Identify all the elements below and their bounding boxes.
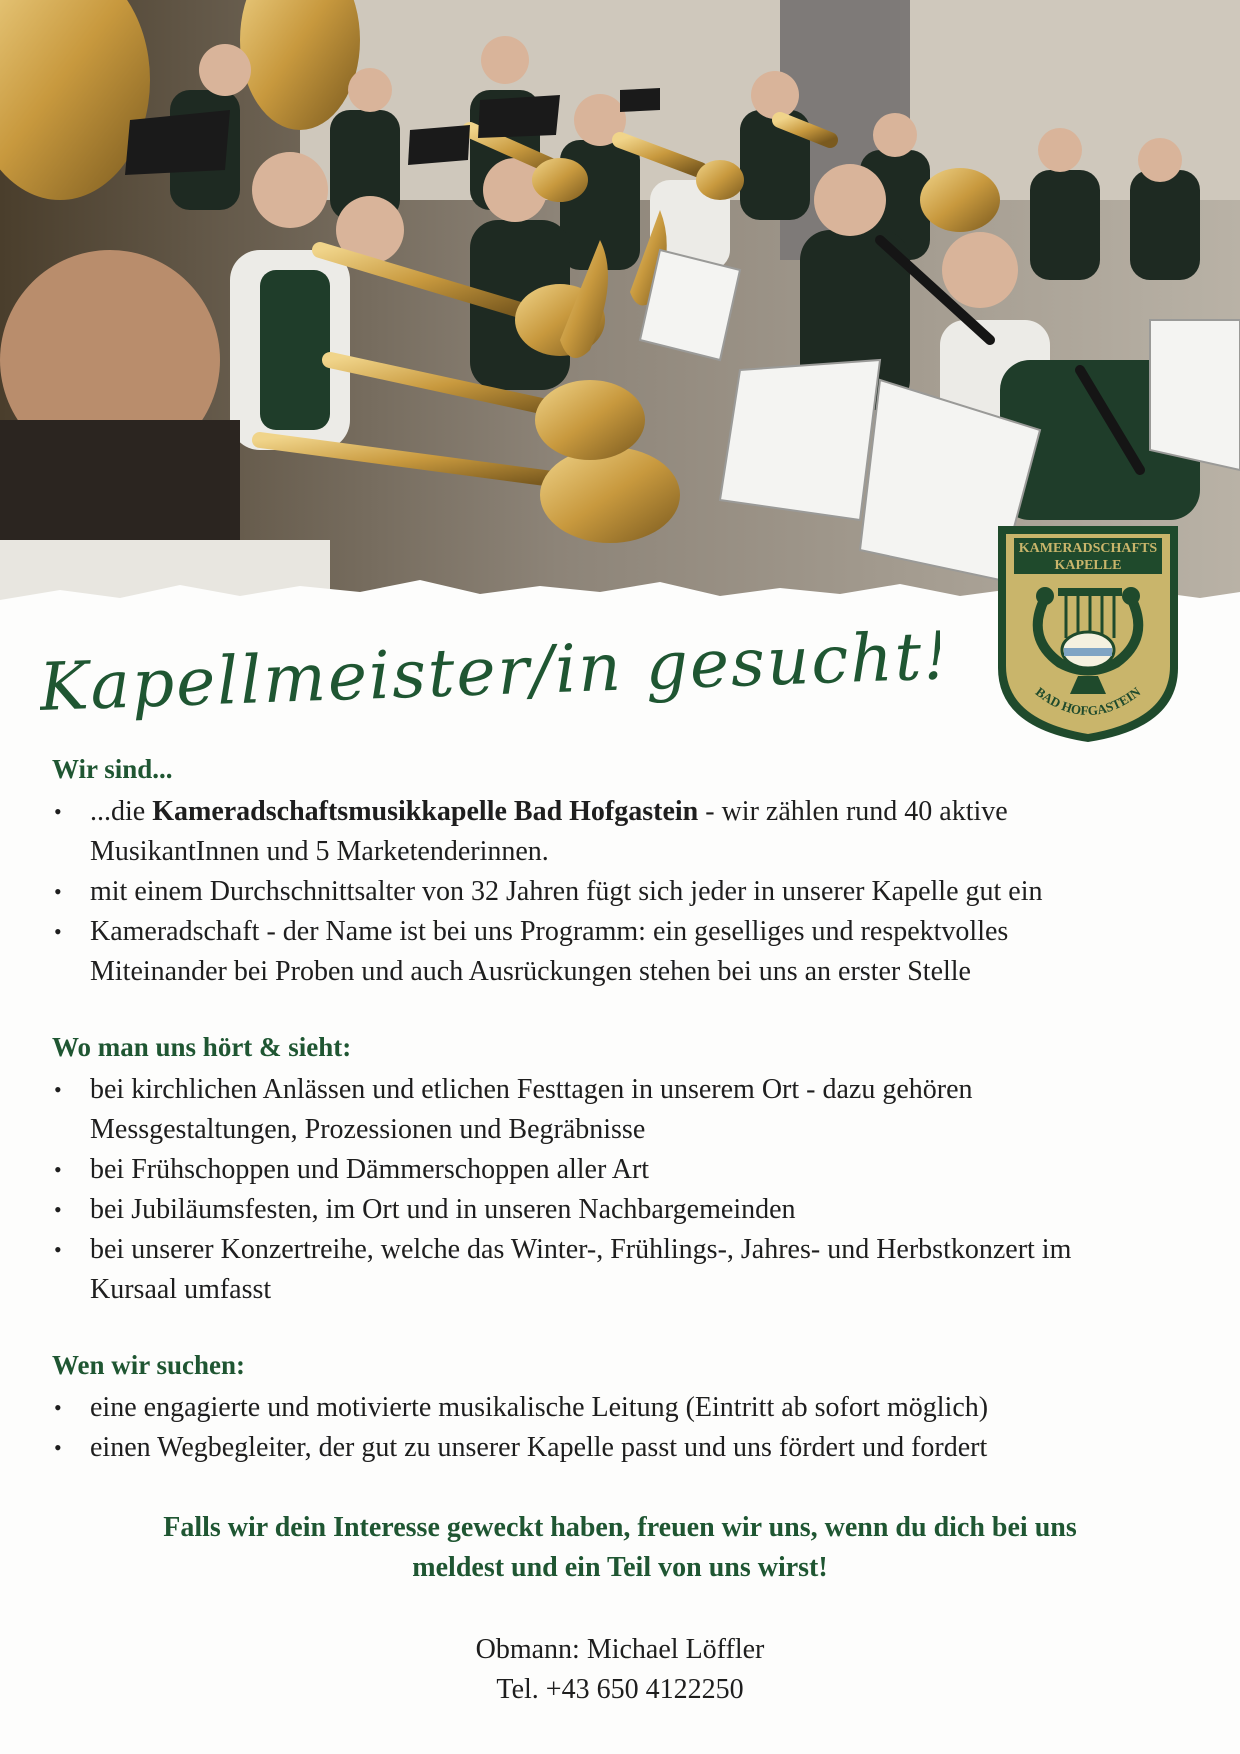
item-prefix: ...die (90, 796, 153, 827)
list-item (52, 1230, 1202, 1310)
logo-text-top-2: KAPELLE (1054, 558, 1122, 573)
bullet: • (54, 1395, 62, 1420)
list-item (52, 1150, 1202, 1190)
list-item (52, 872, 1202, 912)
item-line2: MusikantInnen und 5 Marketenderinnen. (90, 836, 549, 867)
contact-info (90, 1630, 1150, 1710)
contact-phone: Tel. +43 650 4122250 (496, 1674, 744, 1705)
logo-text-top-1: KAMERADSCHAFTS (1018, 541, 1158, 556)
item-text: mit einem Durchschnittsalter von 32 Jahren fügt sich jeder in unserer Kapelle gut ein (90, 876, 1043, 907)
cta-line-2: meldest und ein Teil von uns wirst! (412, 1552, 828, 1583)
item-text: einen Wegbegleiter, der gut zu unserer Kapelle passt und uns fördert und fordert (90, 1432, 988, 1463)
page-headline (40, 618, 940, 748)
list-wo-man-uns (52, 1070, 1202, 1310)
item-line1: bei unserer Konzertreihe, welche das Winter-, Frühlings-, Jahres- und Herbstkonzert im (90, 1234, 1072, 1265)
item-line2: Miteinander bei Proben und auch Ausrückungen stehen bei uns an erster Stelle (90, 956, 971, 987)
bullet: • (54, 1077, 62, 1102)
item-line2: Kursaal umfasst (90, 1274, 272, 1305)
list-item (52, 792, 1202, 872)
bullet: • (54, 1435, 62, 1460)
section-title-wo-man-uns: Wo man uns hört & sieht: (52, 1032, 352, 1062)
list-item (52, 1190, 1202, 1230)
bullet: • (54, 1197, 62, 1222)
bullet: • (54, 879, 62, 904)
bullet: • (54, 799, 62, 824)
list-wir-sind (52, 792, 1202, 992)
item-line2: Messgestaltungen, Prozessionen und Begräbnisse (90, 1114, 646, 1145)
contact-name: Obmann: Michael Löffler (475, 1634, 765, 1665)
bullet: • (54, 1157, 62, 1182)
section-title-wir-sind: Wir sind... (52, 754, 173, 784)
list-item (52, 912, 1202, 992)
headline-text: Kapellmeister/in gesucht! (40, 618, 940, 726)
band-crest-logo (990, 518, 1186, 746)
list-item (52, 1070, 1202, 1150)
item-rest: - wir zählen rund 40 aktive (698, 796, 1008, 827)
section-title-wen-wir-suchen: Wen wir suchen: (52, 1350, 246, 1380)
item-text: bei Jubiläumsfesten, im Ort und in unseren Nachbargemeinden (90, 1194, 796, 1225)
list-wen-wir-suchen (52, 1388, 1202, 1468)
item-text: bei Frühschoppen und Dämmerschoppen aller Art (90, 1154, 650, 1185)
main-content (52, 752, 1202, 1468)
bullet: • (54, 1237, 62, 1262)
item-text: eine engagierte und motivierte musikalische Leitung (Eintritt ab sofort möglich) (90, 1392, 989, 1423)
list-item (52, 1428, 1202, 1468)
bullet: • (54, 919, 62, 944)
logo-text-bottom: BAD HOFGASTEIN (1032, 683, 1144, 719)
call-to-action (90, 1508, 1150, 1588)
cta-line-1: Falls wir dein Interesse geweckt haben, freuen wir uns, wenn du dich bei uns (163, 1512, 1077, 1543)
band-name: Kameradschaftsmusikkapelle Bad Hofgastein (152, 796, 699, 827)
item-line1: bei kirchlichen Anlässen und etlichen Festtagen in unserem Ort - dazu gehören (90, 1074, 973, 1105)
item-line1: Kameradschaft - der Name ist bei uns Programm: ein geselliges und respektvolles (90, 916, 1009, 947)
list-item (52, 1388, 1202, 1428)
